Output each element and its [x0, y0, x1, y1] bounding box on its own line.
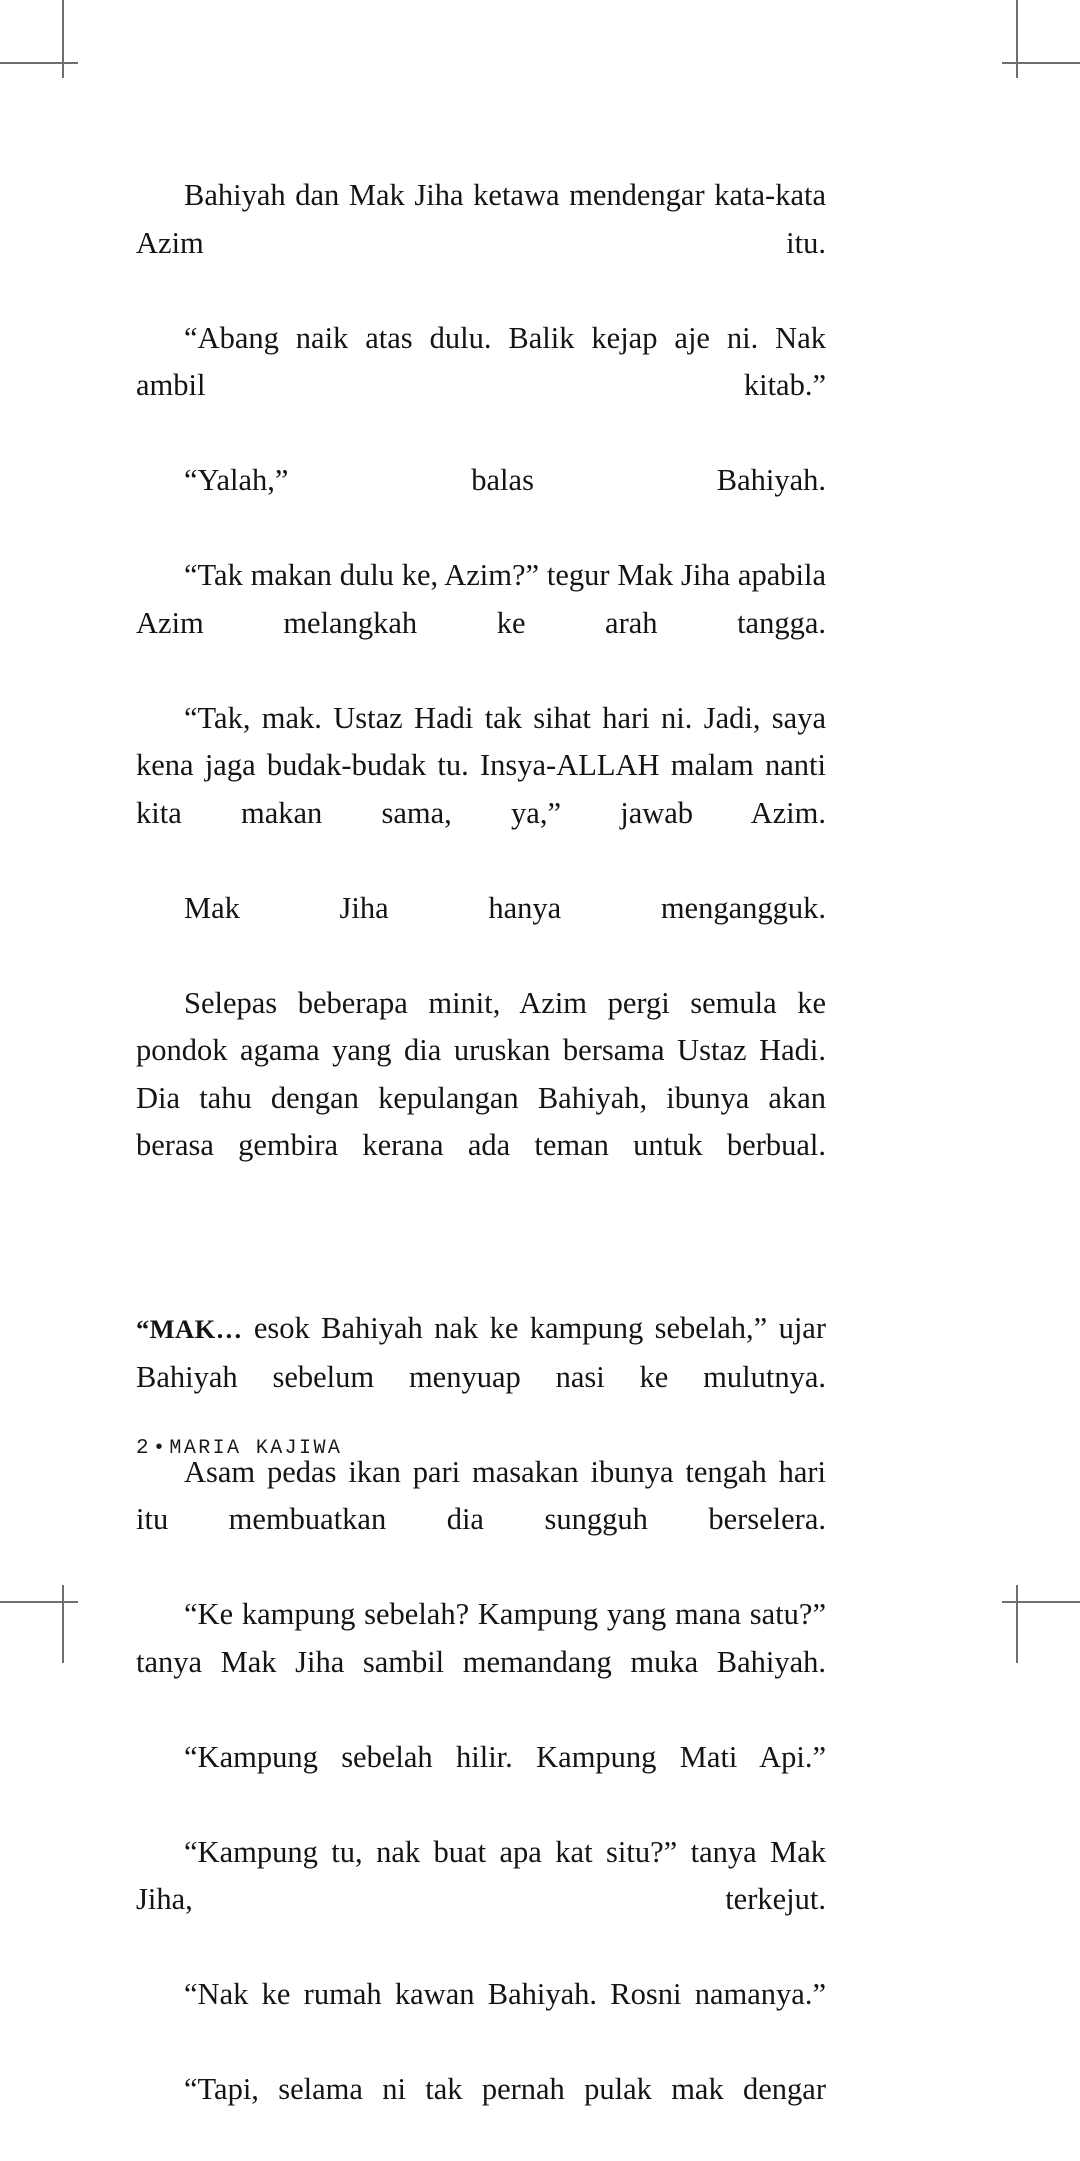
- paragraph: “Tak, mak. Ustaz Hadi tak sihat hari ni. Jadi, saya kena jaga budak-budak tu. Insya-ALLAH malam nanti kita makan sama, ya,” jawab Azim.: [136, 700, 826, 830]
- crop-mark-top-left-vertical: [62, 0, 64, 78]
- paragraph: Mak Jiha hanya mengangguk.: [184, 890, 826, 925]
- page-text-block: [136, 172, 826, 2161]
- paragraph: Selepas beberapa minit, Azim pergi semula ke pondok agama yang dia uruskan bersama Ustaz Hadi. Dia tahu dengan kepulangan Bahiyah, ibunya akan berasa gembira kerana ada teman untuk berbual.: [136, 985, 826, 1162]
- footer-separator-icon: •: [153, 1437, 168, 1460]
- paragraph: “Nak ke rumah kawan Bahiyah. Rosni namanya.”: [184, 1977, 826, 2011]
- section-opening-word: “MAK…: [136, 1314, 243, 1344]
- crop-mark-bottom-right-vertical: [1016, 1585, 1018, 1663]
- running-head: MARIA KAJIWA: [169, 1437, 343, 1460]
- page-number: 2: [136, 1437, 152, 1460]
- section-opening-paragraph: [136, 1305, 826, 1449]
- paragraph: “Ke kampung sebelah? Kampung yang mana satu?” tanya Mak Jiha sambil memandang muka Bahiyah.: [136, 1597, 826, 1679]
- crop-mark-top-left-horizontal: [0, 62, 78, 64]
- crop-mark-bottom-right-horizontal: [1002, 1601, 1080, 1603]
- crop-mark-bottom-left-vertical: [62, 1585, 64, 1663]
- paragraph: “Kampung sebelah hilir. Kampung Mati Api.”: [184, 1739, 826, 1774]
- page-footer: [136, 1437, 342, 1460]
- paragraph: “Kampung tu, nak buat apa kat situ?” tanya Mak Jiha, terkejut.: [136, 1834, 826, 1916]
- section-break: [136, 1217, 826, 1305]
- paragraph: Bahiyah dan Mak Jiha ketawa mendengar kata-kata Azim itu.: [136, 178, 826, 260]
- paragraph: Asam pedas ikan pari masakan ibunya tengah hari itu membuatkan dia sungguh berselera.: [136, 1454, 826, 1536]
- paragraph: “Abang naik atas dulu. Balik kejap aje ni. Nak ambil kitab.”: [136, 320, 826, 402]
- paragraph: “Tak makan dulu ke, Azim?” tegur Mak Jiha apabila Azim melangkah ke arah tangga.: [136, 558, 826, 640]
- paragraph: “Yalah,” balas Bahiyah.: [184, 463, 826, 497]
- crop-mark-top-right-horizontal: [1002, 62, 1080, 64]
- paragraph: “Tapi, selama ni tak pernah pulak mak dengar: [184, 2072, 826, 2106]
- crop-mark-bottom-left-horizontal: [0, 1601, 78, 1603]
- crop-mark-top-right-vertical: [1016, 0, 1018, 78]
- section-opening-rest: esok Bahiyah nak ke kampung sebelah,” ujar Bahiyah sebelum menyuap nasi ke mulutnya.: [136, 1311, 826, 1394]
